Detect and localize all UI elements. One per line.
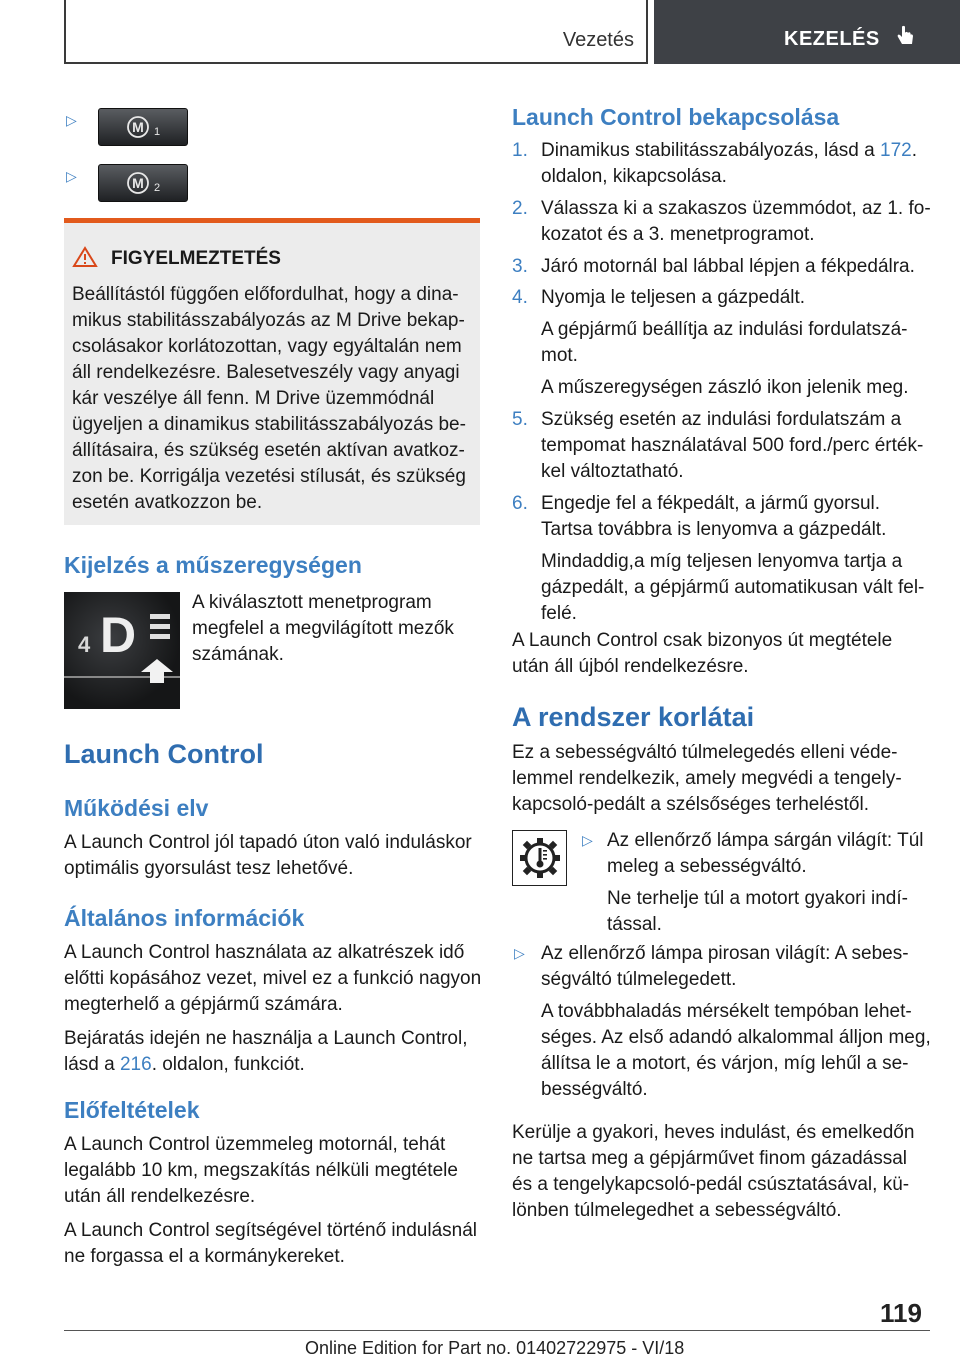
gear-number: 4 [78,632,91,657]
text-line: A Launch Control üzemmeleg motornál, tehát [64,1134,446,1155]
text-line: lemmel rendelkezik, amely megvédi a tengely- [512,768,902,789]
text-line: Bejáratás idején ne használja a Launch Control, [64,1028,468,1049]
m1-key-icon [98,108,188,146]
page-number: 119 [880,1298,922,1328]
red-lamp-text [541,941,936,1103]
principle-heading: Működési elv [64,795,209,821]
warning-triangle-icon [72,246,98,273]
activation-after-text [512,628,932,680]
limits-heading: A rendszer korlátai [512,702,755,732]
step-number: 4. [512,287,528,308]
m1-key-sub: 1 [154,126,161,138]
step-4 [512,285,932,401]
header-chapter-title: KEZELÉS [784,28,880,50]
m2-key-icon [98,164,188,202]
text-line: séges. Az első adandó alkalommal álljon meg, [541,1027,931,1048]
text-span: . oldalon, funkciót. [151,1054,305,1075]
general-text [64,940,484,1078]
text-line: A műszeregységen zászló ikon jelenik meg. [541,377,909,398]
text-line: számának. [192,644,284,665]
program-bar [150,624,170,629]
bullet-triangle: ▷ [514,945,525,961]
program-bar [150,614,170,619]
prereq-text [64,1132,484,1270]
step-number: 6. [512,493,528,514]
text-line: és a tengelykapcsoló-pedál csúsztatásával, kü- [512,1174,910,1195]
text-line: optimális gyorsulást tesz lehetővé. [64,858,354,879]
text-line: A továbbhaladás mérsékelt tempóban lehet- [541,1001,912,1022]
step-6 [512,491,932,627]
text-line: Az ellenőrző lámpa pirosan világít: A sebes- [541,943,909,964]
prereq-heading: Előfeltételek [64,1097,200,1123]
step-number: 3. [512,256,528,277]
step-number: 1. [512,140,528,161]
step-3 [512,254,932,280]
text-line: Kerülje a gyakori, heves indulást, és emelkedőn [512,1122,915,1143]
limits-final-text [512,1120,932,1224]
text-line: oldalon, kikapcsolása. [541,166,727,187]
page-link-172[interactable]: 172 [880,140,912,161]
header-section-title: Vezetés [562,29,634,51]
text-line: csolásakor korlátozottan, vagy egyáltalán nem [72,336,462,357]
warning-title: FIGYELMEZTETÉS [111,248,281,269]
text-line: Ez a sebességváltó túlmelegedés elleni véde- [512,742,898,763]
hand-pointer-icon [894,24,918,53]
text-line: Beállítástól függően előfordulhat, hogy a dina- [72,284,459,305]
text-line: A gépjármű beállítja az indulási fordulatszá- [541,319,908,340]
yellow-lamp-text [607,828,932,938]
text-line: mikus stabilitásszabályozás az M Drive bekap- [72,310,465,331]
text-span: lásd a [64,1054,120,1075]
text-line: kel változtatható. [541,461,684,482]
text-line: A Launch Control használata az alkatrészek idő [64,942,465,963]
bullet-triangle: ▷ [582,832,593,848]
activation-heading: Launch Control bekapcsolása [512,104,840,130]
gear-letter: D [100,607,137,663]
step-number: 5. [512,409,528,430]
text-span: Dinamikus stabilitásszabályozás, lásd a [541,140,880,161]
program-bar [150,634,170,639]
page-link-216[interactable]: 216 [119,1054,152,1075]
text-line: Szükség esetén az indulási fordulatszám a [541,409,902,430]
m1-key-letter: M [132,119,144,135]
text-line: meleg a sebességváltó. [607,856,807,877]
text-line: mot. [541,345,578,366]
text-line: Mindaddig,a míg teljesen lenyomva tartja a [541,551,903,572]
text-span: . [911,140,917,161]
principle-text [64,830,480,882]
header-chapter-tab [654,0,960,64]
step-number: 2. [512,198,528,219]
text-line: Tartsa továbbra is lenyomva a gázpedált. [541,519,887,540]
text-line: kozatot és a 3. menetprogramot. [541,224,815,245]
text-line [541,138,932,164]
text-line: előtti kopásához vezet, mivel ez a funkció nagyon [64,968,482,989]
text-line: ügyeljen a dinamikus stabilitásszabályozás be- [72,414,466,435]
bullet-triangle: ▷ [66,168,77,184]
text-line: lönben túlmelegedhet a sebességváltó. [512,1200,842,1221]
text-line: tással. [607,914,662,935]
text-line: bességváltó. [541,1079,648,1100]
text-line: tempomat használatával 500 ford./perc érték- [541,435,924,456]
warning-divider [64,218,480,223]
text-line: felé. [541,603,577,624]
upshift-arrow-icon [140,658,174,689]
text-line: Ne terhelje túl a motort gyakori indí- [607,888,908,909]
display-heading: Kijelzés a műszeregységen [64,552,362,578]
m2-key-sub: 2 [154,182,161,194]
text-line: A Launch Control segítségével történő indulásnál [64,1220,477,1241]
text-line: Járó motornál bal lábbal lépjen a fékpedálra. [541,256,915,277]
transmission-temperature-icon [512,830,567,886]
text-line: után áll rendelkezésre. [64,1186,256,1207]
text-line [64,1052,484,1078]
text-line: állításaira, és szükség esetén aktívan avatkoz- [72,440,465,461]
text-line: kapcsoló-pedált a szélsőséges terheléstől. [512,794,869,815]
text-line: Az ellenőrző lámpa sárgán világít: Túl [607,830,924,851]
bullet-triangle: ▷ [66,112,77,128]
text-line: állítsa le a motort, és várjon, míg lehűl a se- [541,1053,909,1074]
text-line: legalább 10 km, megszakítás nélküli megtétele [64,1160,458,1181]
text-line: ne forgassa el a kormánykereket. [64,1246,345,1267]
warning-text [72,282,472,516]
display-text [192,590,472,668]
text-line: ne tartsa meg a gépjárművet finom gázadással [512,1148,907,1169]
header-section-box [64,0,648,64]
text-line: A kiválasztott menetprogram [192,592,432,613]
text-line: zon be. Korrigálja vezetési stílusát, és szükség [72,466,466,487]
m2-key-letter: M [132,175,144,191]
text-line: megterhelő a gépjármű számára. [64,994,343,1015]
text-line: Válassza ki a szakaszos üzemmódot, az 1. fo- [541,198,931,219]
text-line: A Launch Control csak bizonyos út megtétele [512,630,893,651]
text-line: gázpedált, a gépjármű automatikusan vált fel- [541,577,925,598]
footer-edition: Online Edition for Part no. 01402722975 - VI/18 [305,1338,685,1358]
text-line: áll rendelkezésre. Balesetveszély vagy anyagi [72,362,460,383]
launch-title: Launch Control [64,739,264,769]
instrument-display-image [64,592,180,709]
limits-intro [512,740,932,818]
step-5 [512,407,932,485]
text-line: megfelel a megvilágított mezők [192,618,454,639]
step-2 [512,196,932,248]
text-line: esetén avatkozzon be. [72,492,263,513]
step-1 [512,138,932,190]
text-line: A Launch Control jól tapadó úton való induláskor [64,832,472,853]
text-line: Engedje fel a fékpedált, a jármű gyorsul. [541,493,881,514]
text-line: után áll újból rendelkezésre. [512,656,749,677]
general-heading: Általános információk [64,905,305,931]
footer-rule [64,1330,930,1331]
text-line: Nyomja le teljesen a gázpedált. [541,287,806,308]
text-line: kár veszélye áll fenn. M Drive üzemmódnál [72,388,435,409]
text-line: ségváltó túlmelegedett. [541,969,737,990]
